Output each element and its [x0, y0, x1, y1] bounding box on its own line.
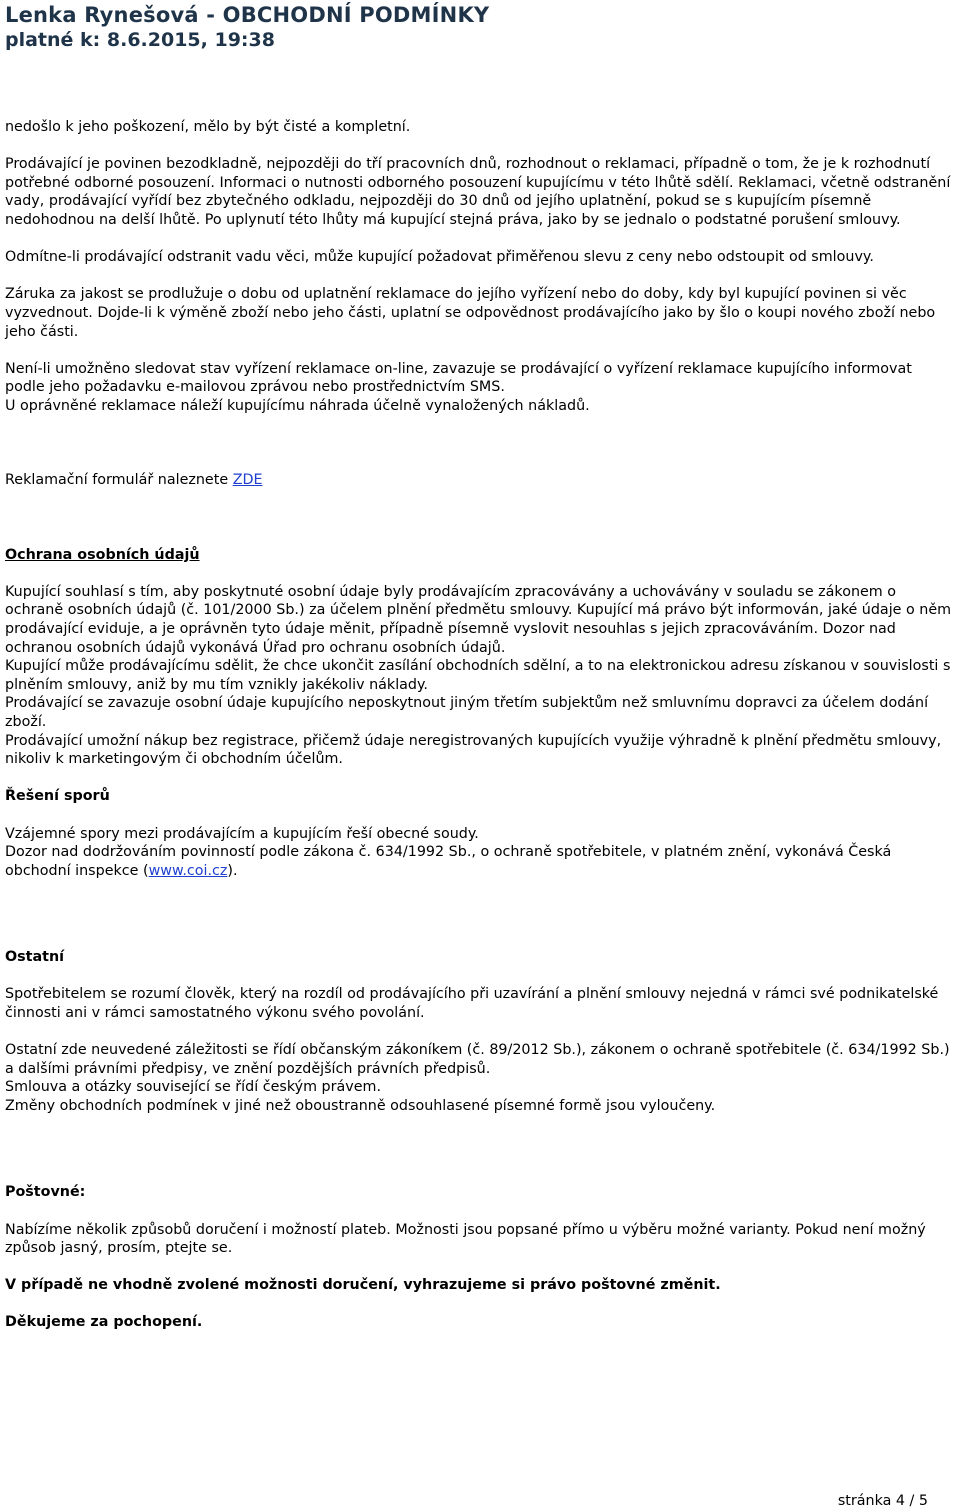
paragraph: Smlouva a otázky související se řídí českým právem.: [5, 1079, 381, 1096]
privacy-heading: Ochrana osobních údajů: [5, 546, 200, 563]
paragraph: Odmítne-li prodávající odstranit vadu věci, může kupující požadovat přiměřenou slevu z ceny nebo odstoupit od smlouvy.: [5, 249, 874, 266]
paragraph: [5, 843, 953, 880]
coi-link[interactable]: www.coi.cz: [148, 862, 228, 879]
postage-heading: Poštovné:: [5, 1184, 86, 1201]
disputes-heading: Řešení sporů: [5, 788, 110, 805]
paragraph: Kupující může prodávajícímu sdělit, že chce ukončit zasílání obchodních sdělní, a to na elektronickou adresu získanou v souvislosti s plněním smlouvy, aniž by mu tím vznikly jakékoliv náklady.: [5, 658, 951, 693]
paragraph: Prodávající je povinen bezodkladně, nejpozději do tří pracovních dnů, rozhodnout o reklamaci, případně o tom, že je k rozhodnutí potřebné odborné posouzení. Informaci o nutnosti odborného posouzení kupujícímu v této lhůtě sdělí. Reklamaci, včetně odstranění vady, prodávající vyřídí bez zbytečného odkladu, nejpozději do 30 dnů od jejího uplatnění, pokud se s kupujícím písemně nedohodnou na delší lhůtě. Po uplynutí této lhůty má kupující stejná práva, jako by se jednalo o podstatné porušení smlouvy.: [5, 156, 951, 228]
document-header: [5, 2, 489, 52]
paragraph: Kupující souhlasí s tím, aby poskytnuté osobní údaje byly prodávajícím zpracovávány a uchovávány v souladu se zákonem o ochraně osobních údajů (č. 101/2000 Sb.) za účelem plnění předmětu smlouvy. Kupující má právo být informován, jaké údaje o něm prodávající eviduje, a je oprávněn tyto údaje měnit, případně písemně vyslovit nesouhlas s jejich zpracováváním. Dozor nad ochranou osobních údajů vykonává Úřad pro ochranu osobních údajů.: [5, 583, 952, 656]
paragraph: Spotřebitelem se rozumí člověk, který na rozdíl od prodávajícího při uzavírání a plnění smlouvy nejedná v rámci své podnikatelské činnosti ani v rámci samostatného výkonu svého povolání.: [5, 986, 939, 1021]
page-number: stránka 4 / 5: [837, 1493, 928, 1509]
document-body: [5, 118, 953, 1332]
complaint-form-line: [5, 471, 953, 490]
paragraph: U oprávněné reklamace náleží kupujícímu náhrada účelně vynaložených nákladů.: [5, 397, 590, 414]
paragraph: Vzájemné spory mezi prodávajícím a kupujícím řeší obecné soudy.: [5, 825, 479, 842]
postage-notice: V případě ne vhodně zvolené možnosti doručení, vyhrazujeme si právo poštovné změnit.: [5, 1277, 721, 1294]
paragraph: Záruka za jakost se prodlužuje o dobu od uplatnění reklamace do jejího vyřízení nebo do doby, kdy byl kupující povinen si věc vyzvednout. Dojde-li k výměně zboží nebo jeho části, uplatní se odpovědnost prodávajícího jako by šlo o koupi nového zboží nebo jeho části.: [5, 286, 936, 340]
paragraph: Není-li umožněno sledovat stav vyřízení reklamace on-line, zavazuje se prodávající o vyřízení reklamace kupujícího informovat podle jeho požadavku e-mailovou zprávou nebo prostřednictvím SMS.: [5, 360, 912, 396]
paragraph: Nabízíme několik způsobů doručení i možností plateb. Možnosti jsou popsané přímo u výběru možné varianty. Pokud není možný způsob jasný, prosím, ptejte se.: [5, 1221, 926, 1257]
paragraph: nedošlo k jeho poškození, mělo by být čisté a kompletní.: [5, 119, 411, 135]
complaint-form-link[interactable]: ZDE: [232, 472, 263, 489]
disputes-text-end: ).: [227, 862, 238, 879]
document-title: Lenka Rynešová - OBCHODNÍ PODMÍNKY: [5, 3, 490, 27]
paragraph: Prodávající umožní nákup bez registrace, přičemž údaje neregistrovaných kupujících využije výhradně k plnění předmětu smlouvy, nikoliv k marketingovým či obchodním účelům.: [5, 732, 942, 768]
paragraph: Ostatní zde neuvedené záležitosti se řídí občanským zákoníkem (č. 89/2012 Sb.), zákonem o ochraně spotřebitele (č. 634/1992 Sb.) a dalšími právními předpisy, ve znění pozdějších právních předpisů.: [5, 1042, 950, 1077]
disputes-text: Dozor nad dodržováním povinností podle zákona č. 634/1992 Sb., o ochraně spotřebitele, v platném znění, vykonává Česká obchodní inspekce (: [5, 844, 892, 879]
other-heading: Ostatní: [5, 949, 65, 966]
validity-date: platné k: 8.6.2015, 19:38: [5, 29, 275, 51]
thanks-line: Děkujeme za pochopení.: [5, 1314, 203, 1331]
complaint-form-text: Reklamační formulář naleznete: [5, 472, 233, 489]
paragraph: Změny obchodních podmínek v jiné než oboustranně odsouhlasené písemné formě jsou vyloučeny.: [5, 1097, 716, 1114]
paragraph: Prodávající se zavazuje osobní údaje kupujícího neposkytnout jiným třetím subjektům než smluvnímu dopravci za účelem dodání zboží.: [5, 695, 929, 731]
